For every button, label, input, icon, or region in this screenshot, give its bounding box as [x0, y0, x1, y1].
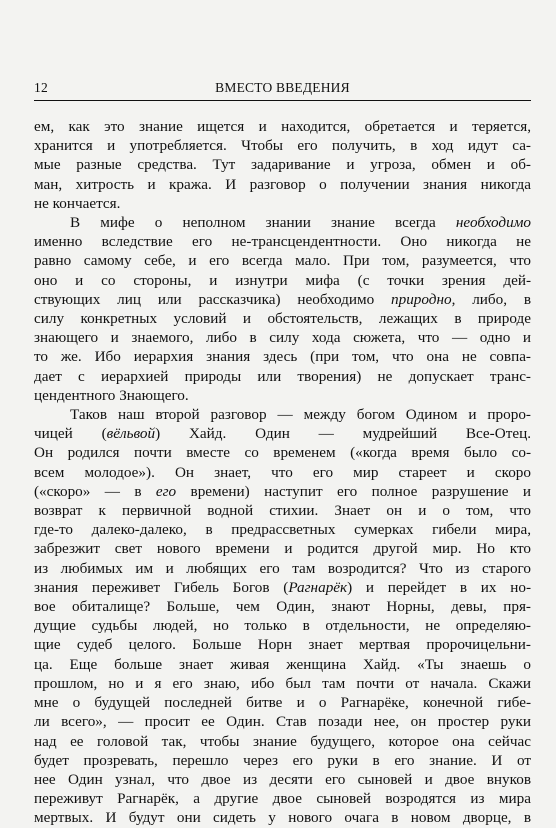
- text-segment: ли всего», — просит ее Один. Став позади нее, он простер руки: [34, 713, 531, 731]
- text-segment: прошлом, но и я его знаю, ибо был там почти от начала. Скажи: [34, 674, 531, 692]
- italic-text: Рагнарёк: [288, 578, 348, 596]
- text-line: [34, 405, 531, 424]
- text-line: [34, 655, 531, 674]
- italic-text: необходимо: [455, 214, 531, 232]
- text-line: [34, 732, 531, 751]
- paragraph: [34, 213, 531, 405]
- header-rule: [34, 100, 531, 101]
- text-segment: нее Один узнал, что двое из десяти его сыновей и двое внуков: [34, 770, 531, 788]
- page-header: [34, 80, 531, 100]
- paragraph: [34, 405, 531, 827]
- text-line: [34, 175, 531, 194]
- text-segment: ) и перейдет в их но-: [347, 578, 532, 596]
- text-line: [34, 616, 531, 635]
- text-segment: именно вследствие его не-трансцендентности. Оно никогда не: [34, 233, 531, 251]
- text-segment: мые разные средства. Тут задаривание и угроза, обмен и об-: [34, 156, 531, 174]
- text-line: [34, 213, 531, 232]
- italic-text: природно: [391, 290, 452, 308]
- text-line: [34, 367, 531, 386]
- text-line: [34, 559, 531, 578]
- italic-text: вёльвой: [106, 425, 156, 443]
- text-line: [34, 539, 531, 558]
- text-line: [34, 117, 531, 136]
- paragraph: [34, 117, 531, 213]
- text-segment: ман, хитрость и кража. И разговор о получении знания никогда: [34, 175, 531, 193]
- text-segment: знания переживет Гибель Богов (: [34, 578, 289, 596]
- text-segment: то же. Ибо иерархия знания здесь (при том, что она не совпа-: [34, 348, 531, 366]
- text-line: [34, 251, 531, 270]
- text-segment: забрезжит свет нового времени и родится другой мир. Но кто: [34, 540, 531, 558]
- text-line: [34, 693, 531, 712]
- text-segment: переживут Рагнарёк, а другие двое сыновей возродятся из мира: [34, 790, 531, 808]
- text-segment: дает с иерархией природы или творения) не допускает транс-: [34, 367, 531, 385]
- body-text: [34, 117, 531, 828]
- text-line: [34, 194, 531, 213]
- text-segment: мне о будущей последней битве и о Рагнарёке, конечной гибе-: [34, 694, 531, 712]
- text-segment: дущие судьбы людей, но только в отдельности, не определяю-: [34, 617, 531, 635]
- text-segment: ствующих лиц или рассказчика) необходимо: [34, 290, 392, 308]
- text-line: [34, 347, 531, 366]
- text-line: [34, 232, 531, 251]
- text-line: [34, 712, 531, 731]
- text-segment: будет прозревать, перешло через его руки в его знание. И от: [34, 751, 531, 769]
- text-line: [34, 751, 531, 770]
- text-segment: ца. Еще больше знает живая женщина Хайд. «Ты знаешь о: [34, 655, 531, 673]
- text-line: [34, 789, 531, 808]
- text-line: [34, 674, 531, 693]
- text-line: [34, 578, 531, 597]
- text-line: [34, 424, 531, 443]
- text-segment: оно и со стороны, и изнутри мифа (с точки зрения дей-: [34, 271, 531, 289]
- text-line: [34, 808, 531, 827]
- text-line: [34, 770, 531, 789]
- text-segment: возврат к первичной водной стихии. Знает он и о том, что: [34, 502, 531, 520]
- text-segment: хранится и употребляется. Чтобы его получить, в ход идут са-: [34, 137, 531, 155]
- text-segment: знающего и знаемого, либо в силу хода сюжета, что — одно и: [34, 329, 531, 347]
- text-line: [34, 463, 531, 482]
- text-segment: из любимых им и любящих его там возродится? Что из старого: [34, 559, 531, 577]
- text-segment: («скоро» — в: [34, 482, 156, 500]
- text-line: [34, 520, 531, 539]
- text-segment: не кончается.: [34, 194, 121, 212]
- italic-text: его: [155, 482, 177, 500]
- text-segment: где-то далеко-далеко, в предрассветных сумерках гибели мира,: [34, 521, 531, 539]
- text-segment: чицей (: [34, 425, 107, 443]
- running-title: ВМЕСТО ВВЕДЕНИЯ: [215, 80, 350, 95]
- text-segment: мертвых. И будут они сидеть у нового очага в новом дворце, в: [34, 809, 531, 827]
- text-line: [34, 597, 531, 616]
- text-line: [34, 290, 531, 309]
- text-segment: щие судеб целого. Больше Норн знает мертвая пророчицельни-: [34, 636, 531, 654]
- text-line: [34, 482, 531, 501]
- text-line: [34, 635, 531, 654]
- text-line: [34, 271, 531, 290]
- text-segment: , либо, в: [451, 290, 531, 308]
- text-line: [34, 386, 531, 405]
- text-segment: Таков наш второй разговор — между богом Одином и проро-: [70, 406, 531, 424]
- text-line: [34, 328, 531, 347]
- text-segment: В мифе о неполном знании знание всегда: [70, 214, 456, 232]
- text-segment: над ее головой так, чтобы знание будущего, которое она сейчас: [34, 732, 531, 750]
- text-segment: равно самому себе, и его всегда мало. При том, разумеется, что: [34, 252, 531, 270]
- text-segment: ) Хайд. Один — мудрейший Все-Отец.: [155, 425, 531, 443]
- text-line: [34, 155, 531, 174]
- text-segment: времени) наступит его полное разрушение и: [176, 482, 531, 500]
- page-number: 12: [34, 80, 48, 95]
- text-line: [34, 501, 531, 520]
- text-segment: всем молодое»). Он знает, что его мир стареет и скоро: [34, 463, 531, 481]
- text-line: [34, 309, 531, 328]
- text-line: [34, 136, 531, 155]
- text-segment: цендентного Знающего.: [34, 386, 189, 404]
- text-segment: вое обиталище? Больше, чем Один, знают Норны, девы, пря-: [34, 598, 531, 616]
- text-line: [34, 443, 531, 462]
- text-segment: ем, как это знание ищется и находится, обретается и теряется,: [34, 118, 531, 135]
- text-segment: Он родился почти вместе со временем («когда время было со-: [34, 444, 531, 462]
- text-segment: силу конкретных условий и обстоятельств, лежащих в природе: [34, 310, 531, 328]
